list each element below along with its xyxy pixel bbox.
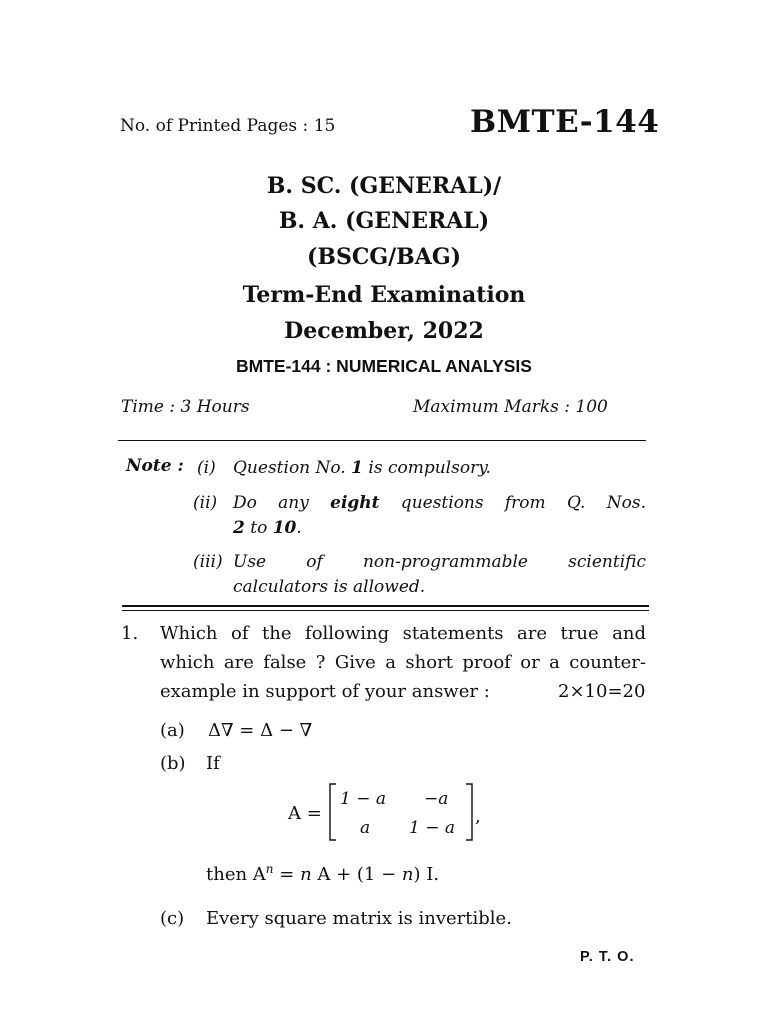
matrix-left-bracket (330, 784, 336, 840)
note-ii-count: eight (330, 493, 380, 513)
then-text: A + (311, 864, 357, 885)
note-ii-line-2 (233, 518, 302, 538)
part-b-label: (b) (160, 753, 186, 774)
programme-title-line-2: B. A. (GENERAL) (278, 208, 490, 234)
maximum-marks: Maximum Marks : 100 (413, 397, 608, 417)
programme-title-line-1: B. SC. (GENERAL)/ (266, 173, 502, 199)
note-ii-text-part: . (296, 518, 302, 538)
printed-pages-count: No. of Printed Pages : 15 (120, 116, 336, 136)
then-exponent: n (265, 862, 274, 876)
question-text-line-1: Which of the following statements are true and (160, 623, 646, 644)
note-item-i-text (233, 456, 491, 481)
exam-name: Term-End Examination (242, 282, 526, 308)
question-number: 1. (121, 623, 139, 644)
question-text-line-2: which are false ? Give a short proof or a counter- (160, 652, 646, 673)
note-ii-line-1 (233, 491, 646, 516)
then-text: then A (206, 864, 266, 885)
part-c-label: (c) (160, 908, 185, 929)
part-a-label: (a) (160, 720, 185, 741)
part-b-intro: If (206, 753, 220, 774)
note-ii-text-part: to (244, 518, 273, 538)
note-iii-line-2: calculators is allowed. (233, 577, 426, 597)
question-text-line-3: example in support of your answer : (160, 681, 490, 702)
note-i-text-part: is compulsory. (363, 458, 491, 478)
note-item-i-number: (i) (197, 458, 216, 478)
matrix-r1c2: −a (424, 789, 449, 809)
exam-date: December, 2022 (284, 318, 484, 344)
note-item-ii-number: (ii) (193, 493, 218, 513)
matrix-expression (282, 780, 502, 846)
question-marks: 2×10=20 (558, 681, 646, 702)
note-item-ii-text (233, 491, 646, 541)
matrix-right-bracket (466, 784, 472, 840)
note-item-iii-number: (iii) (193, 552, 223, 572)
then-variable: n (401, 864, 414, 885)
note-label: Note : (126, 456, 184, 476)
part-c-statement: Every square matrix is invertible. (206, 908, 512, 929)
note-i-question-number: 1 (351, 458, 363, 478)
course-title: BMTE-144 : NUMERICAL ANALYSIS (236, 356, 532, 376)
note-ii-text-part: Do any (233, 493, 331, 513)
paper-code: BMTE-144 (470, 104, 660, 140)
note-ii-range-end: 10 (272, 518, 297, 538)
divider-top (118, 440, 646, 441)
note-item-iii-text (233, 550, 646, 600)
exam-duration: Time : 3 Hours (121, 397, 250, 417)
then-variable: n (300, 864, 312, 885)
part-b-conclusion (206, 862, 439, 885)
programme-code: (BSCG/BAG) (306, 244, 462, 270)
matrix-r1c1: 1 − a (340, 789, 387, 809)
matrix-trailing-comma: , (475, 806, 481, 827)
note-ii-text-part: questions from Q. Nos. (379, 493, 646, 513)
matrix-r2c1: a (360, 818, 371, 838)
note-ii-range-start: 2 (233, 518, 245, 538)
matrix-lhs: A = (288, 803, 322, 824)
then-text: ) I. (413, 864, 440, 885)
note-i-text-part: Question No. (233, 458, 352, 478)
divider-double-top (122, 605, 649, 607)
please-turn-over: P. T. O. (580, 949, 635, 965)
then-text: = (273, 864, 301, 885)
divider-double-bottom (122, 610, 649, 611)
matrix-r2c2: 1 − a (409, 818, 456, 838)
note-iii-line-1: Use of non-programmable scientific (233, 552, 646, 572)
then-text: (1 − (356, 864, 402, 885)
part-a-statement: Δ∇ = Δ − ∇ (208, 720, 313, 741)
